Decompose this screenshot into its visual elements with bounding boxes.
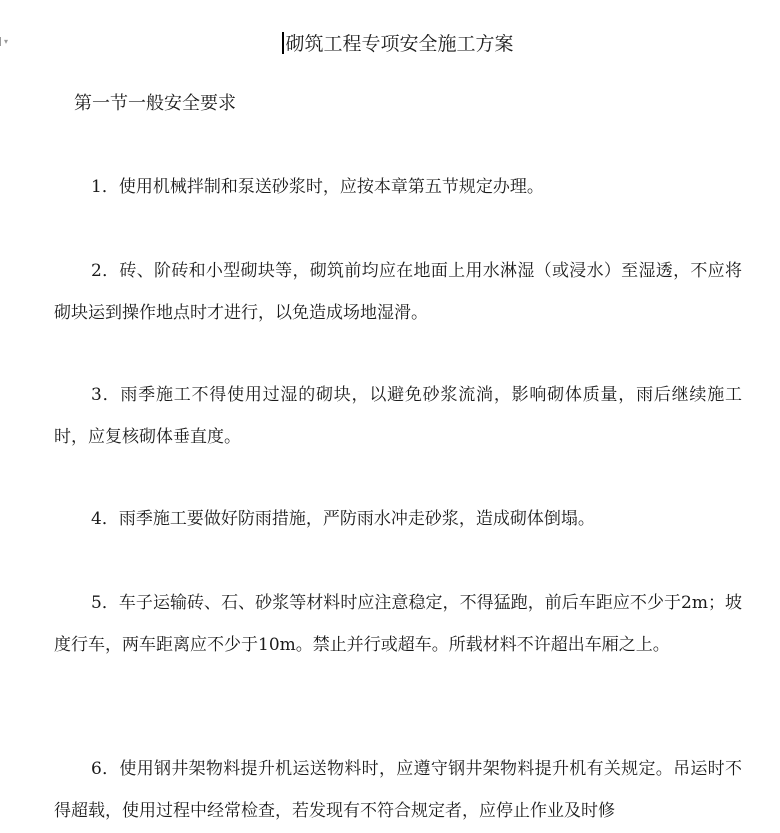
section-heading: 第一节一般安全要求 (74, 93, 236, 114)
paragraph-5: 5．车子运输砖、石、砂浆等材料时应注意稳定，不得猛跑，前后车距应不少于2m；坡度行车，两车距离应不少于10m。禁止并行或超车。所载材料不许超出车厢之上。 (54, 593, 742, 655)
text-cursor (282, 32, 284, 54)
margin-bar (0, 37, 1, 46)
dropdown-arrow-icon: ▾ (4, 37, 9, 46)
document-title[interactable] (282, 30, 514, 58)
paragraph-6: 6．使用钢井架物料提升机运送物料时，应遵守钢井架物料提升机有关规定。吊运时不得超载，使用过程中经常检查，若发现有不符合规定者，应停止作业及时修 (54, 759, 742, 821)
paragraph-4: 4．雨季施工要做好防雨措施，严防雨水冲走砂浆，造成砌体倒塌。 (91, 509, 595, 529)
document-title-text: 砌筑工程专项安全施工方案 (285, 33, 514, 55)
paragraph-1: 1．使用机械拌制和泵送砂浆时，应按本章第五节规定办理。 (91, 177, 544, 197)
margin-marker (0, 36, 14, 48)
paragraph-2: 2．砖、阶砖和小型砌块等，砌筑前均应在地面上用水淋湿（或浸水）至湿透，不应将砌块运到操作地点时才进行，以免造成场地湿滑。 (54, 261, 742, 323)
paragraph-3: 3．雨季施工不得使用过湿的砌块，以避免砂浆流淌，影响砌体质量，雨后继续施工时，应复核砌体垂直度。 (54, 385, 742, 447)
